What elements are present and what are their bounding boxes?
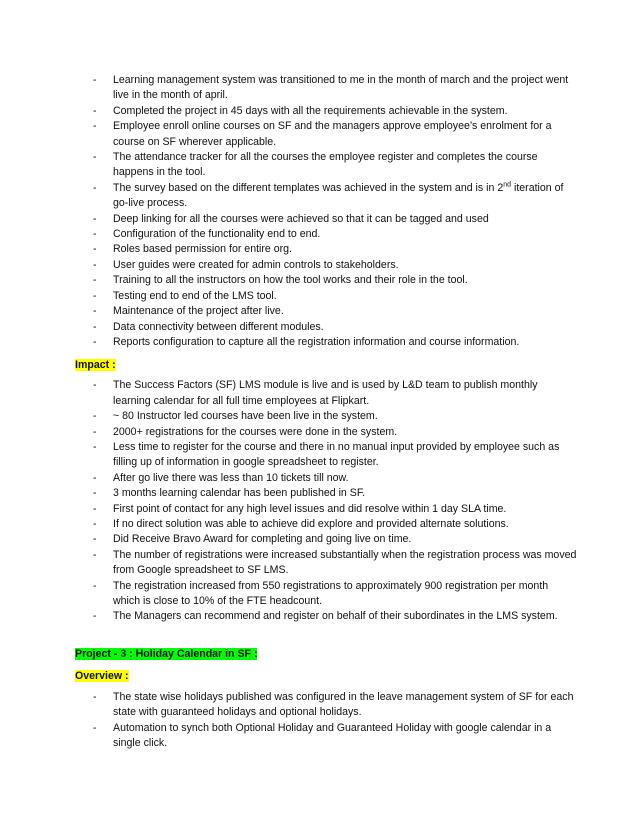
list-item: - Reports configuration to capture all the registration information and course information.	[113, 335, 578, 350]
overview-list	[75, 690, 578, 752]
list-item-text: The survey based on the different templates was achieved in the system and is in 2	[113, 181, 504, 194]
ordinal-superscript: nd	[503, 181, 512, 189]
list-item: - Configuration of the functionality end to end.	[113, 227, 578, 242]
list-item: - User guides were created for admin controls to stakeholders.	[113, 258, 578, 273]
list-item: - Data connectivity between different modules.	[113, 320, 578, 335]
list-item: - Automation to synch both Optional Holiday and Guaranteed Holiday with google calendar in a single click.	[113, 721, 578, 752]
list-item: - 2000+ registrations for the courses were done in the system.	[113, 425, 578, 440]
list-item: - Completed the project in 45 days with all the requirements achievable in the system.	[113, 104, 578, 119]
overview-heading	[75, 669, 578, 683]
list-item: - Testing end to end of the LMS tool.	[113, 289, 578, 304]
list-item: - Maintenance of the project after live.	[113, 304, 578, 319]
list-item-text: iteration of go-live process.	[113, 181, 564, 210]
list-item: - The Success Factors (SF) LMS module is live and is used by L&D team to publish monthly learning calendar for all full time employees at Flipkart.	[113, 378, 578, 409]
list-item: - 3 months learning calendar has been published in SF.	[113, 486, 578, 501]
list-item: - After go live there was less than 10 tickets till now.	[113, 471, 578, 486]
impact-list	[75, 378, 578, 625]
impact-heading	[75, 358, 578, 372]
list-item: - Deep linking for all the courses were achieved so that it can be tagged and used	[113, 212, 578, 227]
list-item: - The attendance tracker for all the courses the employee register and completes the course happens in the tool.	[113, 150, 578, 181]
list-item: - The number of registrations were increased substantially when the registration process was moved from Google spreadsheet to SF LMS.	[113, 548, 578, 579]
list-item	[113, 181, 578, 212]
list-item: - If no direct solution was able to achieve did explore and provided alternate solutions.	[113, 517, 578, 532]
list-item: - The registration increased from 550 registrations to approximately 900 registration per month which is close to 10% of the FTE headcount.	[113, 579, 578, 610]
list-item: - Less time to register for the course and there in no manual input provided by employee such as filling up of information in google spreadsheet to register.	[113, 440, 578, 471]
list-item: - Employee enroll online courses on SF and the managers approve employee’s enrolment for a course on SF wherever applicable.	[113, 119, 578, 150]
list-item: - Learning management system was transitioned to me in the month of march and the project went live in the month of april.	[113, 73, 578, 104]
responsibilities-list	[75, 73, 578, 350]
list-item: - The state wise holidays published was configured in the leave management system of SF for each state with guaranteed holidays and optional holidays.	[113, 690, 578, 721]
project-heading-text: Project - 3 : Holiday Calendar in SF :	[75, 647, 258, 660]
impact-heading-text: Impact :	[75, 359, 116, 372]
list-item: - Roles based permission for entire org.	[113, 242, 578, 257]
list-item: - ~ 80 Instructor led courses have been live in the system.	[113, 409, 578, 424]
list-item: - Training to all the instructors on how the tool works and their role in the tool.	[113, 273, 578, 288]
overview-heading-text: Overview :	[75, 669, 129, 682]
list-item: - The Managers can recommend and register on behalf of their subordinates in the LMS system.	[113, 609, 578, 624]
list-item: - First point of contact for any high level issues and did resolve within 1 day SLA time.	[113, 502, 578, 517]
project-heading	[75, 647, 578, 661]
list-item: - Did Receive Bravo Award for completing and going live on time.	[113, 532, 578, 547]
